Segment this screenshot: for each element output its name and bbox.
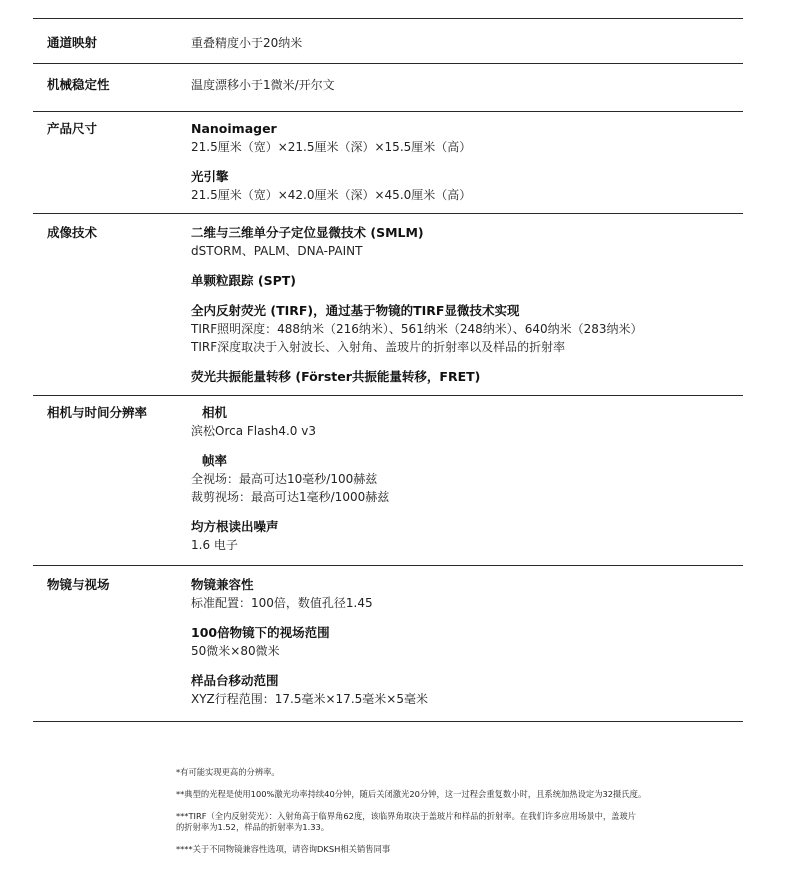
spec-group-title: 全内反射荧光 (TIRF)，通过基于物镜的TIRF显微技术实现 [191,303,520,318]
spec-group [191,518,743,554]
spec-group [191,34,743,52]
footnote [176,811,736,833]
spec-label: 产品尺寸 [47,121,98,136]
footnote [176,767,736,778]
spec-group [191,224,743,260]
spec-label: 相机与时间分辨率 [47,405,148,420]
spec-row [33,19,743,64]
spec-group [191,76,743,94]
spec-line: 标准配置：100倍，数值孔径1.45 [191,596,373,610]
spec-group-title: Nanoimager [191,121,277,136]
spec-table [33,18,743,722]
spec-value [191,224,743,395]
spec-value [191,34,743,63]
spec-line: 滨松Orca Flash4.0 v3 [191,424,316,438]
spec-line: 全视场：最高可达10毫秒/100赫兹 [191,472,378,486]
spec-label: 物镜与视场 [47,577,110,592]
spec-group-title: 光引擎 [191,169,229,184]
spec-line: XYZ行程范围：17.5毫米×17.5毫米×5毫米 [191,692,428,706]
spec-line: 裁剪视场：最高可达1毫秒/1000赫兹 [191,490,390,504]
spec-group-title: 单颗粒跟踪 (SPT) [191,273,296,288]
spec-group [191,404,743,440]
spec-group-title: 帧率 [202,453,228,468]
spec-row [33,64,743,112]
footnote-line: 的折射率为1.52，样品的折射率为1.33。 [176,822,330,832]
footnote-line: ***TIRF（全内反射荧光）：入射角高于临界角62度，该临界角取决于盖玻片和样品的折射率。在我们许多应用场景中，盖玻片 [176,811,637,821]
spec-line: TIRF深度取决于入射波长、入射角、盖玻片的折射率以及样品的折射率 [191,340,566,354]
spec-group-title: 物镜兼容性 [191,577,254,592]
footnote-line: **典型的光程是使用100%激光功率持续40分钟，随后关闭激光20分钟，这一过程会重复数小时，且系统加热设定为32摄氏度。 [176,789,647,799]
spec-group-title: 样品台移动范围 [191,673,279,688]
spec-value [191,404,743,565]
spec-group [191,452,743,506]
footnote-line: ****关于不同物镜兼容性选项，请咨询DKSH相关销售同事 [176,844,391,854]
spec-label: 通道映射 [47,35,98,50]
spec-value [191,120,743,213]
spec-line: dSTORM、PALM、DNA-PAINT [191,244,363,258]
spec-value [191,76,743,111]
spec-group-title: 相机 [202,405,228,420]
spec-row [33,566,743,722]
spec-line: 21.5厘米（宽）×21.5厘米（深）×15.5厘米（高） [191,140,472,154]
spec-group [191,368,743,386]
footnotes [176,767,736,866]
spec-group [191,576,743,612]
spec-group [191,120,743,156]
spec-group-title: 均方根读出噪声 [191,519,279,534]
spec-row [33,214,743,396]
footnote-line: *有可能实现更高的分辨率。 [176,767,280,777]
spec-line: 1.6 电子 [191,538,238,552]
spec-row [33,396,743,566]
spec-group [191,672,743,708]
spec-group-title: 荧光共振能量转移 (Förster共振能量转移，FRET) [191,369,481,384]
spec-group [191,272,743,290]
spec-line: 21.5厘米（宽）×42.0厘米（深）×45.0厘米（高） [191,188,472,202]
spec-line: 重叠精度小于20纳米 [191,36,303,50]
spec-line: 50微米×80微米 [191,644,280,658]
spec-group-title: 100倍物镜下的视场范围 [191,625,330,640]
spec-label: 成像技术 [47,225,98,240]
spec-value [191,576,743,721]
spec-label: 机械稳定性 [47,77,110,92]
spec-group [191,624,743,660]
spec-group-title: 二维与三维单分子定位显微技术 (SMLM) [191,225,424,240]
spec-row [33,112,743,214]
spec-line: TIRF照明深度：488纳米（216纳米）、561纳米（248纳米）、640纳米（283纳米） [191,322,643,336]
spec-line: 温度漂移小于1微米/开尔文 [191,78,335,92]
spec-group [191,168,743,204]
spec-group [191,302,743,356]
footnote [176,844,736,855]
footnote [176,789,736,800]
